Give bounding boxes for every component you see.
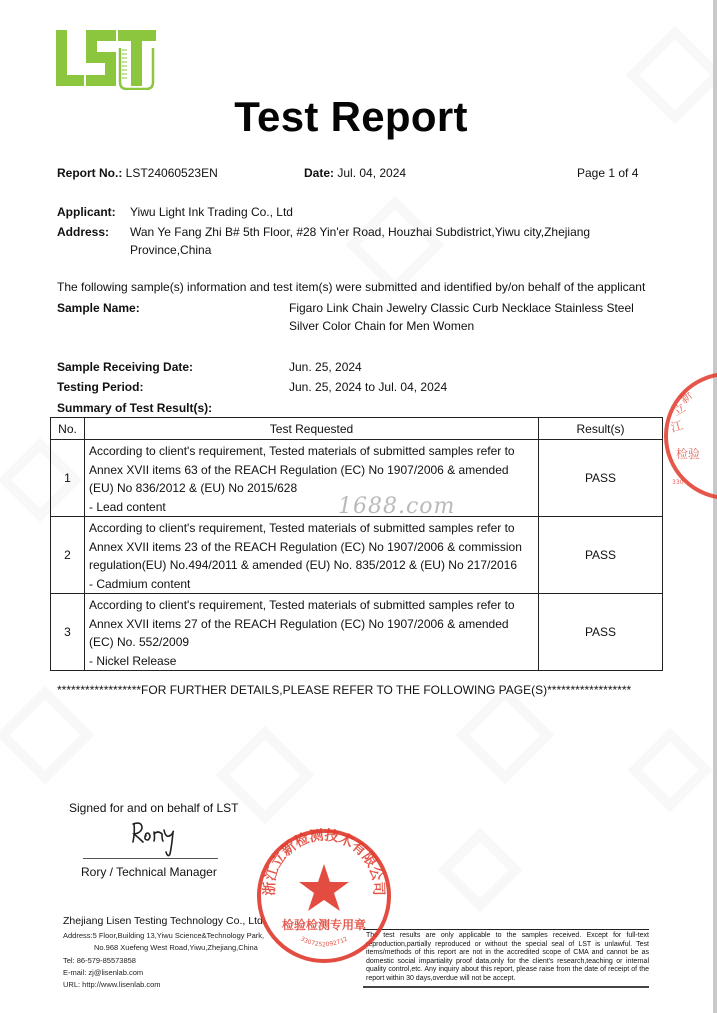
- page-number: Page 1 of 4: [577, 166, 639, 180]
- official-seal-stamp-icon: [254, 826, 394, 966]
- test-requested-cell: [85, 440, 539, 517]
- report-date: [304, 164, 406, 182]
- report-number-value: LST24060523EN: [125, 166, 218, 180]
- test-line: Annex XVII items 23 of the REACH Regulation (EC) No 1907/2006 & commission: [89, 539, 522, 554]
- testing-period-value: Jun. 25, 2024 to Jul. 04, 2024: [289, 380, 448, 394]
- svg-text:立: 立: [670, 400, 688, 419]
- company-address-line-2: No.968 Xuefeng West Road,Yiwu,Zhejiang,China: [94, 943, 258, 952]
- test-requested-cell: [85, 517, 539, 594]
- result-cell: PASS: [539, 440, 663, 517]
- summary-label: Summary of Test Result(s):: [57, 401, 213, 415]
- handwritten-signature-icon: [128, 818, 188, 860]
- page-title: Test Report: [234, 93, 468, 140]
- applicant-name: Yiwu Light Ink Trading Co., Ltd: [130, 205, 293, 219]
- seal-inner-text: 检验检测专用章: [281, 918, 367, 932]
- partial-seal-stamp-icon: [662, 366, 717, 506]
- report-number-label: Report No.:: [57, 166, 123, 180]
- seal-serial: 3307252092712: [299, 935, 349, 949]
- testing-period-label: Testing Period:: [57, 380, 144, 394]
- sample-name-line-2: Silver Color Chain for Men Women: [289, 319, 475, 333]
- address-label: Address:: [57, 225, 110, 239]
- header-results: Result(s): [539, 418, 663, 440]
- result-cell: PASS: [539, 517, 663, 594]
- company-address-line-1: Address:5 Floor,Building 13,Yiwu Science&Technology Park,: [63, 931, 265, 940]
- company-url: URL: http://www.lisenlab.com: [63, 980, 161, 989]
- applicant-label: Applicant:: [57, 205, 116, 219]
- lst-watermark: [0, 686, 94, 785]
- test-line: regulation(EU) No.494/2011 & amended (EU) No. 835/2012 & (EU) No 217/2016: [89, 558, 518, 572]
- site-watermark: 1688.com: [338, 494, 456, 519]
- signed-for-text: Signed for and on behalf of LST: [69, 801, 239, 815]
- address-line-1: Wan Ye Fang Zhi B# 5th Floor, #28 Yin'er Road, Houzhai Subdistrict,Yiwu city,Zhejiang: [130, 225, 591, 239]
- test-line: According to client's requirement, Tested materials of submitted samples refer to: [89, 444, 515, 458]
- lst-watermark: [438, 828, 523, 913]
- table-row: [51, 517, 663, 594]
- row-number: 3: [51, 594, 85, 671]
- page-edge: [713, 0, 717, 1013]
- svg-text:验: 验: [688, 447, 701, 461]
- company-tel: Tel: 86-579-85573858: [63, 956, 136, 965]
- test-line: According to client's requirement, Tested materials of submitted samples refer to: [89, 598, 515, 612]
- header-no: No.: [51, 418, 85, 440]
- result-cell: PASS: [539, 594, 663, 671]
- lst-logo-icon: [56, 30, 158, 90]
- company-name: Zhejiang Lisen Testing Technology Co., Ltd.: [63, 915, 266, 927]
- svg-text:新: 新: [676, 387, 696, 407]
- report-date-value: Jul. 04, 2024: [337, 166, 407, 180]
- address-line-2: Province,China: [130, 243, 212, 257]
- test-line: (EU) No 836/2012 & (EU) No 2015/628: [89, 481, 298, 495]
- receiving-date-label: Sample Receiving Date:: [57, 360, 194, 374]
- report-number: [57, 164, 218, 182]
- svg-text:江: 江: [669, 418, 685, 435]
- results-table: [50, 417, 663, 671]
- test-line: - Nickel Release: [89, 653, 177, 668]
- sample-name-label: Sample Name:: [57, 301, 140, 315]
- seal-outer-text: 浙江立新检测技术有限公司: [261, 827, 387, 896]
- test-requested-cell: [85, 594, 539, 671]
- svg-text:检: 检: [676, 447, 689, 461]
- svg-text:330: 330: [672, 479, 684, 486]
- table-header-row: [51, 418, 663, 440]
- test-line: According to client's requirement, Tested materials of submitted samples refer to: [89, 521, 515, 535]
- svg-text:3307252092712: [299, 935, 349, 948]
- row-number: 2: [51, 517, 85, 594]
- report-date-label: Date:: [304, 166, 335, 180]
- lst-watermark: [628, 728, 713, 813]
- test-line: - Cadmium content: [89, 576, 191, 591]
- sample-name-line-1: Figaro Link Chain Jewelry Classic Curb Necklace Stainless Steel: [289, 301, 634, 315]
- signature-line: [83, 858, 218, 859]
- sample-intro: The following sample(s) information and test item(s) were submitted and identified by/on behalf of the applicant: [57, 280, 646, 294]
- further-details-note: ******************FOR FURTHER DETAILS,PLEASE REFER TO THE FOLLOWING PAGE(S)******************: [57, 683, 632, 697]
- row-number: 1: [51, 440, 85, 517]
- receiving-date-value: Jun. 25, 2024: [289, 360, 362, 374]
- header-test-requested: Test Requested: [85, 418, 539, 440]
- test-line: Annex XVII items 27 of the REACH Regulation (EC) No 1907/2006 & amended: [89, 616, 509, 631]
- signatory-name: Rory / Technical Manager: [81, 865, 217, 879]
- company-email: E-mail: zj@lisenlab.com: [63, 968, 144, 977]
- table-row: [51, 594, 663, 671]
- test-line: - Lead content: [89, 499, 166, 514]
- lst-watermark: [456, 686, 555, 785]
- disclaimer-text: The test results are only applicable to the samples received. Except for full-text reproduction,partially reproduced or without the special seal of LST is unlawful. Test items/methods of this report are not in the accredited scope of CMA and cannot be as domestic social impartiality proof data,only for the client's research,teaching or internal quality control,etc. Any inquiry about this report, please raise from the date of receipt of the report within 30 days,overdue will not be accept.: [363, 929, 649, 988]
- test-line: (EC) No. 552/2009: [89, 635, 190, 649]
- test-line: Annex XVII items 63 of the REACH Regulation (EC) No 1907/2006 & amended: [89, 462, 509, 477]
